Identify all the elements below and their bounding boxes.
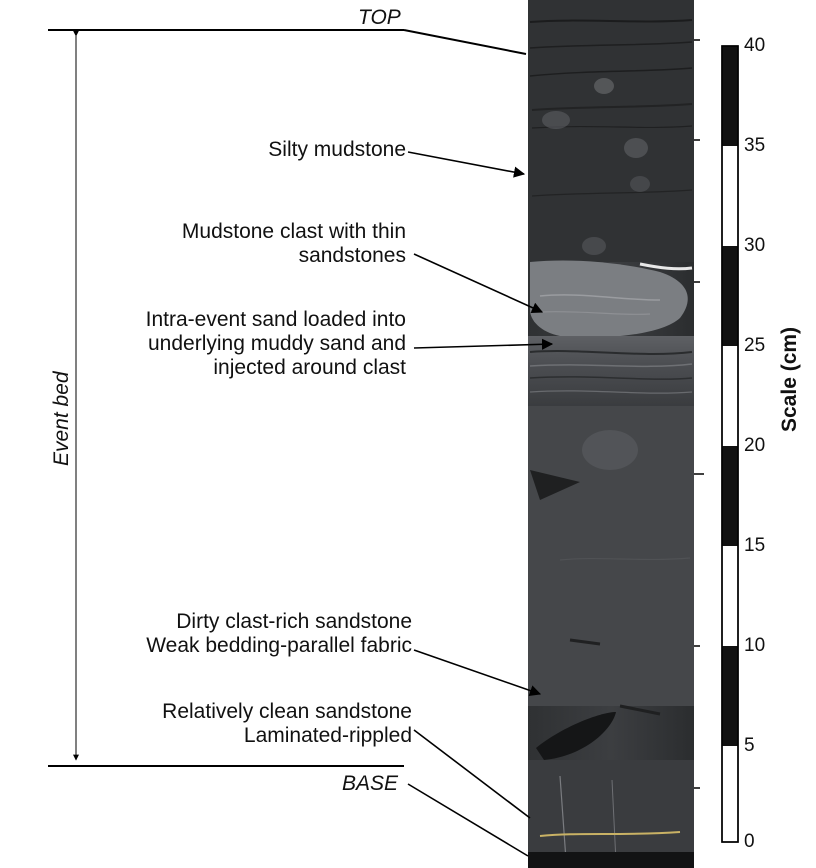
annotation-line: Silty mudstone (268, 138, 406, 161)
annotation-line: Intra-event sand loaded into (145, 308, 406, 331)
scale-tick-15: 15 (744, 535, 766, 556)
scale-tick-0: 0 (744, 831, 755, 852)
scale-tick-20: 20 (744, 435, 766, 456)
annotation-line: Laminated-rippled (243, 724, 412, 747)
annotation-line: Mudstone clast with thin (181, 220, 406, 243)
scale-bar (722, 46, 738, 842)
annotation-silty-mudstone (268, 138, 406, 162)
annotation-mudstone-clast (182, 220, 406, 268)
scale-title: Scale (cm) (778, 326, 801, 432)
base-label: BASE (342, 772, 399, 795)
annotation-intra-event-sand (146, 308, 406, 380)
annotation-line: underlying muddy sand and (147, 332, 406, 355)
scale-tick-35: 35 (744, 135, 766, 156)
scale-tick-30: 30 (744, 235, 766, 256)
scale-tick-25: 25 (744, 335, 766, 356)
event-bed-label: Event bed (50, 371, 73, 466)
annotation-line: Weak bedding-parallel fabric (146, 634, 412, 657)
scale-tick-10: 10 (744, 635, 766, 656)
annotation-line: sandstones (298, 244, 406, 267)
scale-tick-5: 5 (744, 735, 755, 756)
annotation-clean-sandstone (162, 700, 412, 748)
annotation-line: Relatively clean sandstone (162, 700, 412, 723)
scale-tick-40: 40 (744, 35, 766, 56)
annotation-line: Dirty clast-rich sandstone (176, 610, 412, 633)
top-label: TOP (358, 6, 401, 29)
annotation-dirty-sandstone (146, 610, 412, 658)
core-photo (528, 0, 704, 868)
annotation-line: injected around clast (213, 356, 406, 379)
